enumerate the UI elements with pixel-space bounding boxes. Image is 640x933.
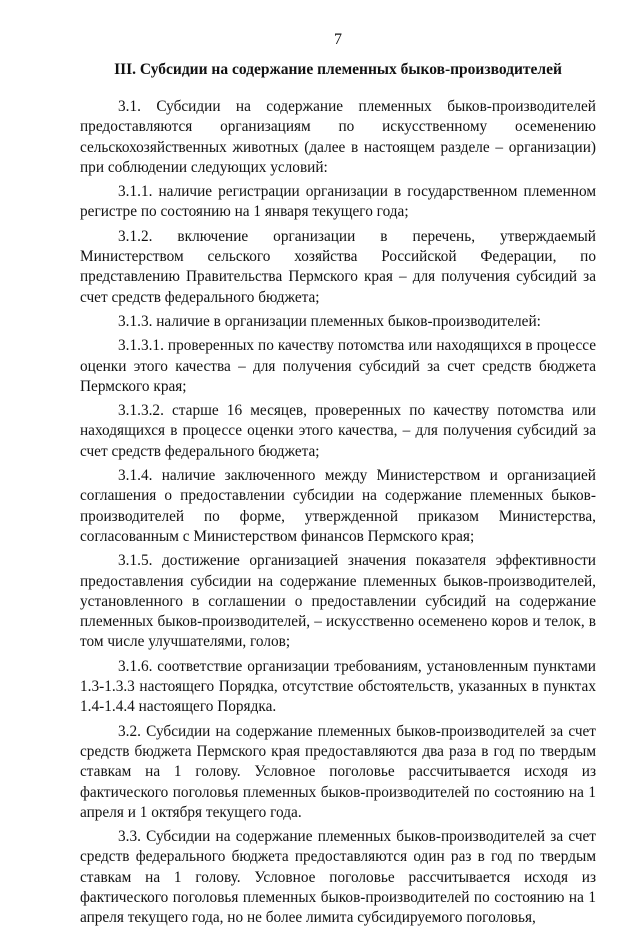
paragraph-3-1-6: 3.1.6. соответствие организации требованиям, установленным пунктами 1.3-1.3.3 настоящего Порядка, отсутствие обстоятельств, указанных в пунктах 1.4-1.4.4 настоящего Порядка. bbox=[80, 657, 596, 716]
document-page bbox=[80, 30, 596, 933]
paragraph-3-1-4: 3.1.4. наличие заключенного между Министерством и организацией соглашения о предоставлении субсидии на содержание племенных быков-производителей по форме, утвержденной приказом Министерства, согласованным с Министерством финансов Пермского края; bbox=[80, 467, 596, 545]
paragraph-3-1-1: 3.1.1. наличие регистрации организации в государственном племенном регистре по состоянию на 1 января текущего года; bbox=[80, 183, 596, 221]
paragraph-3-1-3: 3.1.3. наличие в организации племенных быков-производителей: bbox=[118, 312, 541, 330]
section-title: III. Субсидии на содержание племенных быков-производителей bbox=[114, 61, 562, 78]
paragraph-3-1: 3.1. Субсидии на содержание племенных быков-производителей предоставляются организациям по искусственному осеменению сельскохозяйственных животных (далее в настоящем разделе – организации) при соблюдении следующих условий: bbox=[80, 98, 596, 176]
paragraph-3-2: 3.2. Субсидии на содержание племенных быков-производителей за счет средств бюджета Пермского края предоставляются два раза в год по твердым ставкам на 1 голову. Условное поголовье рассчитывается исходя из фактического поголовья племенных быков-производителей по состоянию на 1 апреля и 1 октября текущего года. bbox=[80, 722, 596, 821]
paragraph-3-1-3-1: 3.1.3.1. проверенных по качеству потомства или находящихся в процессе оценки этого качества – для получения субсидий за счет средств бюджета Пермского края; bbox=[80, 337, 596, 395]
page-number: 7 bbox=[334, 31, 342, 48]
paragraph-3-1-5: 3.1.5. достижение организацией значения показателя эффективности предоставления субсидии на содержание племенных быков-производителей, установленного в соглашении о предоставлении субсидий на содержание племенных быков-производителей, – искусственно осеменено коров и телок, в том числе улучшателями, голов; bbox=[80, 552, 596, 651]
paragraph-3-1-3-2: 3.1.3.2. старше 16 месяцев, проверенных по качеству потомства или находящихся в процессе оценки этого качества, – для получения субсидий за счет средств федерального бюджета; bbox=[80, 402, 596, 460]
paragraph-3-3: 3.3. Субсидии на содержание племенных быков-производителей за счет средств федерального бюджета предоставляются один раз в год по твердым ставкам на 1 голову. Условное поголовье рассчитывается исходя из фактического поголовья племенных быков-производителей по состоянию на 1 апреля текущего года, но не более лимита субсидируемого поголовья, bbox=[80, 828, 596, 927]
paragraph-3-1-2: 3.1.2. включение организации в перечень, утверждаемый Министерством сельского хозяйства Российской Федерации, по представлению Правительства Пермского края – для получения субсидий за счет средств федерального бюджета; bbox=[80, 227, 596, 306]
